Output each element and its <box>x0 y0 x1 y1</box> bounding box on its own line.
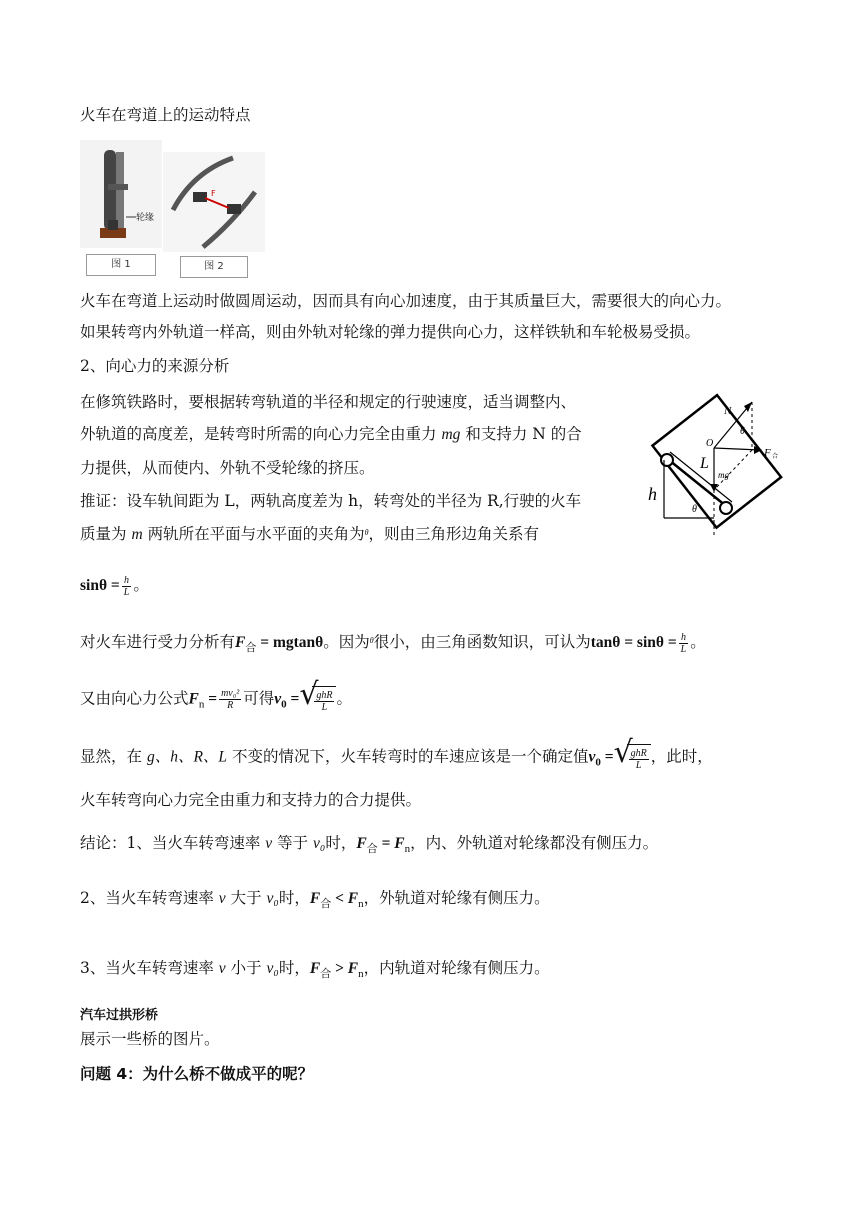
equation-centripetal: 又由向心力公式$F_n$ = $\frac{\text{mv₀²}}{R}$ 可得$v_0$ = √ $\frac{\text{ghR}}{L}$ 。 <box>80 677 352 713</box>
diagram-label-theta-bottom: θ <box>692 504 697 515</box>
paragraph-line: 外轨道的高度差，是转弯时所需的向心力完全由重力 mg 和支持力 N 的合 <box>80 425 582 443</box>
diagram-label-theta-top: θ <box>740 426 745 437</box>
section-title-train-curve: 火车在弯道上的运动特点 <box>80 106 251 124</box>
diagram-label-mg: mg <box>718 470 729 480</box>
section-title-arch-bridge: 汽车过拱形桥 <box>80 1008 159 1023</box>
paragraph-line: 火车在弯道上运动时做圆周运动，因而具有向心加速度，由于其质量巨大，需要很大的向心力。 <box>80 292 732 310</box>
fig2-caption: 图 2 <box>180 256 248 278</box>
diagram-label-F: F <box>764 447 771 459</box>
fig1-label: 轮缘 <box>136 213 155 223</box>
conclusion-3: 3、当火车转弯速率 v 小于 v₀时，$F_合 > F_n$，内轨道对轮缘有侧压力。 <box>80 959 550 980</box>
force-diagram <box>644 388 790 536</box>
paragraph-line: 推证：设车轨间距为 L，两轨高度差为 h，转弯处的半径为 R,行驶的火车 <box>80 492 582 510</box>
paragraph-line: 如果转弯内外轨道一样高，则由外轨对轮缘的弹力提供向心力，这样铁轨和车轮极易受损。 <box>80 323 701 341</box>
curved-rail-figure <box>163 152 265 252</box>
paragraph-line: 显然，在 g、h、R、L 不变的情况下，火车转弯时的车速应该是一个确定值$v_0$ = √ $\frac{\text{ghR}}{L}$ ，此时， <box>80 735 713 771</box>
equation-force: 对火车进行受力分析有$F_合 = mgtan\theta$。因为$^\theta$很小，由三角函数知识，可认为tanθ = sinθ = $\frac{h}{L}$ 。 <box>80 631 706 655</box>
conclusion-1: 结论：1、当火车转弯速率 v 等于 v₀时，$F_合 = F_n$，内、外轨道对轮缘都没有侧压力。 <box>80 834 659 855</box>
fig2-label: F <box>211 189 216 198</box>
paragraph-line: 质量为 m 两轨所在平面与水平面的夹角为$^\theta$，则由三角形边角关系有 <box>80 525 540 543</box>
diagram-label-N: N <box>724 405 732 417</box>
paragraph-line: 在修筑铁路时，要根据转弯轨道的半径和规定的行驶速度，适当调整内、 <box>80 393 577 411</box>
paragraph-line: 力提供，从而使内、外轨不受轮缘的挤压。 <box>80 459 375 477</box>
question-4: 问题 4：为什么桥不做成平的呢？ <box>80 1065 314 1083</box>
diagram-label-O: O <box>706 438 714 449</box>
equation-sin: sinθ = $\frac{h}{L}$ 。 <box>80 574 149 598</box>
diagram-label-h: h <box>648 484 657 504</box>
paragraph-line: 火车转弯向心力完全由重力和支持力的合力提供。 <box>80 791 422 809</box>
paragraph-line: 展示一些桥的图片。 <box>80 1030 220 1048</box>
diagram-label-L: L <box>700 455 709 472</box>
section-title-centripetal: 2、向心力的来源分析 <box>80 357 230 375</box>
conclusion-2: 2、当火车转弯速率 v 大于 v₀时，$F_合 < F_n$，外轨道对轮缘有侧压力。 <box>80 889 550 910</box>
fig1-caption: 图 1 <box>86 254 156 276</box>
diagram-label-F-sub: 合 <box>772 453 779 460</box>
wheel-flange-figure <box>80 140 162 248</box>
